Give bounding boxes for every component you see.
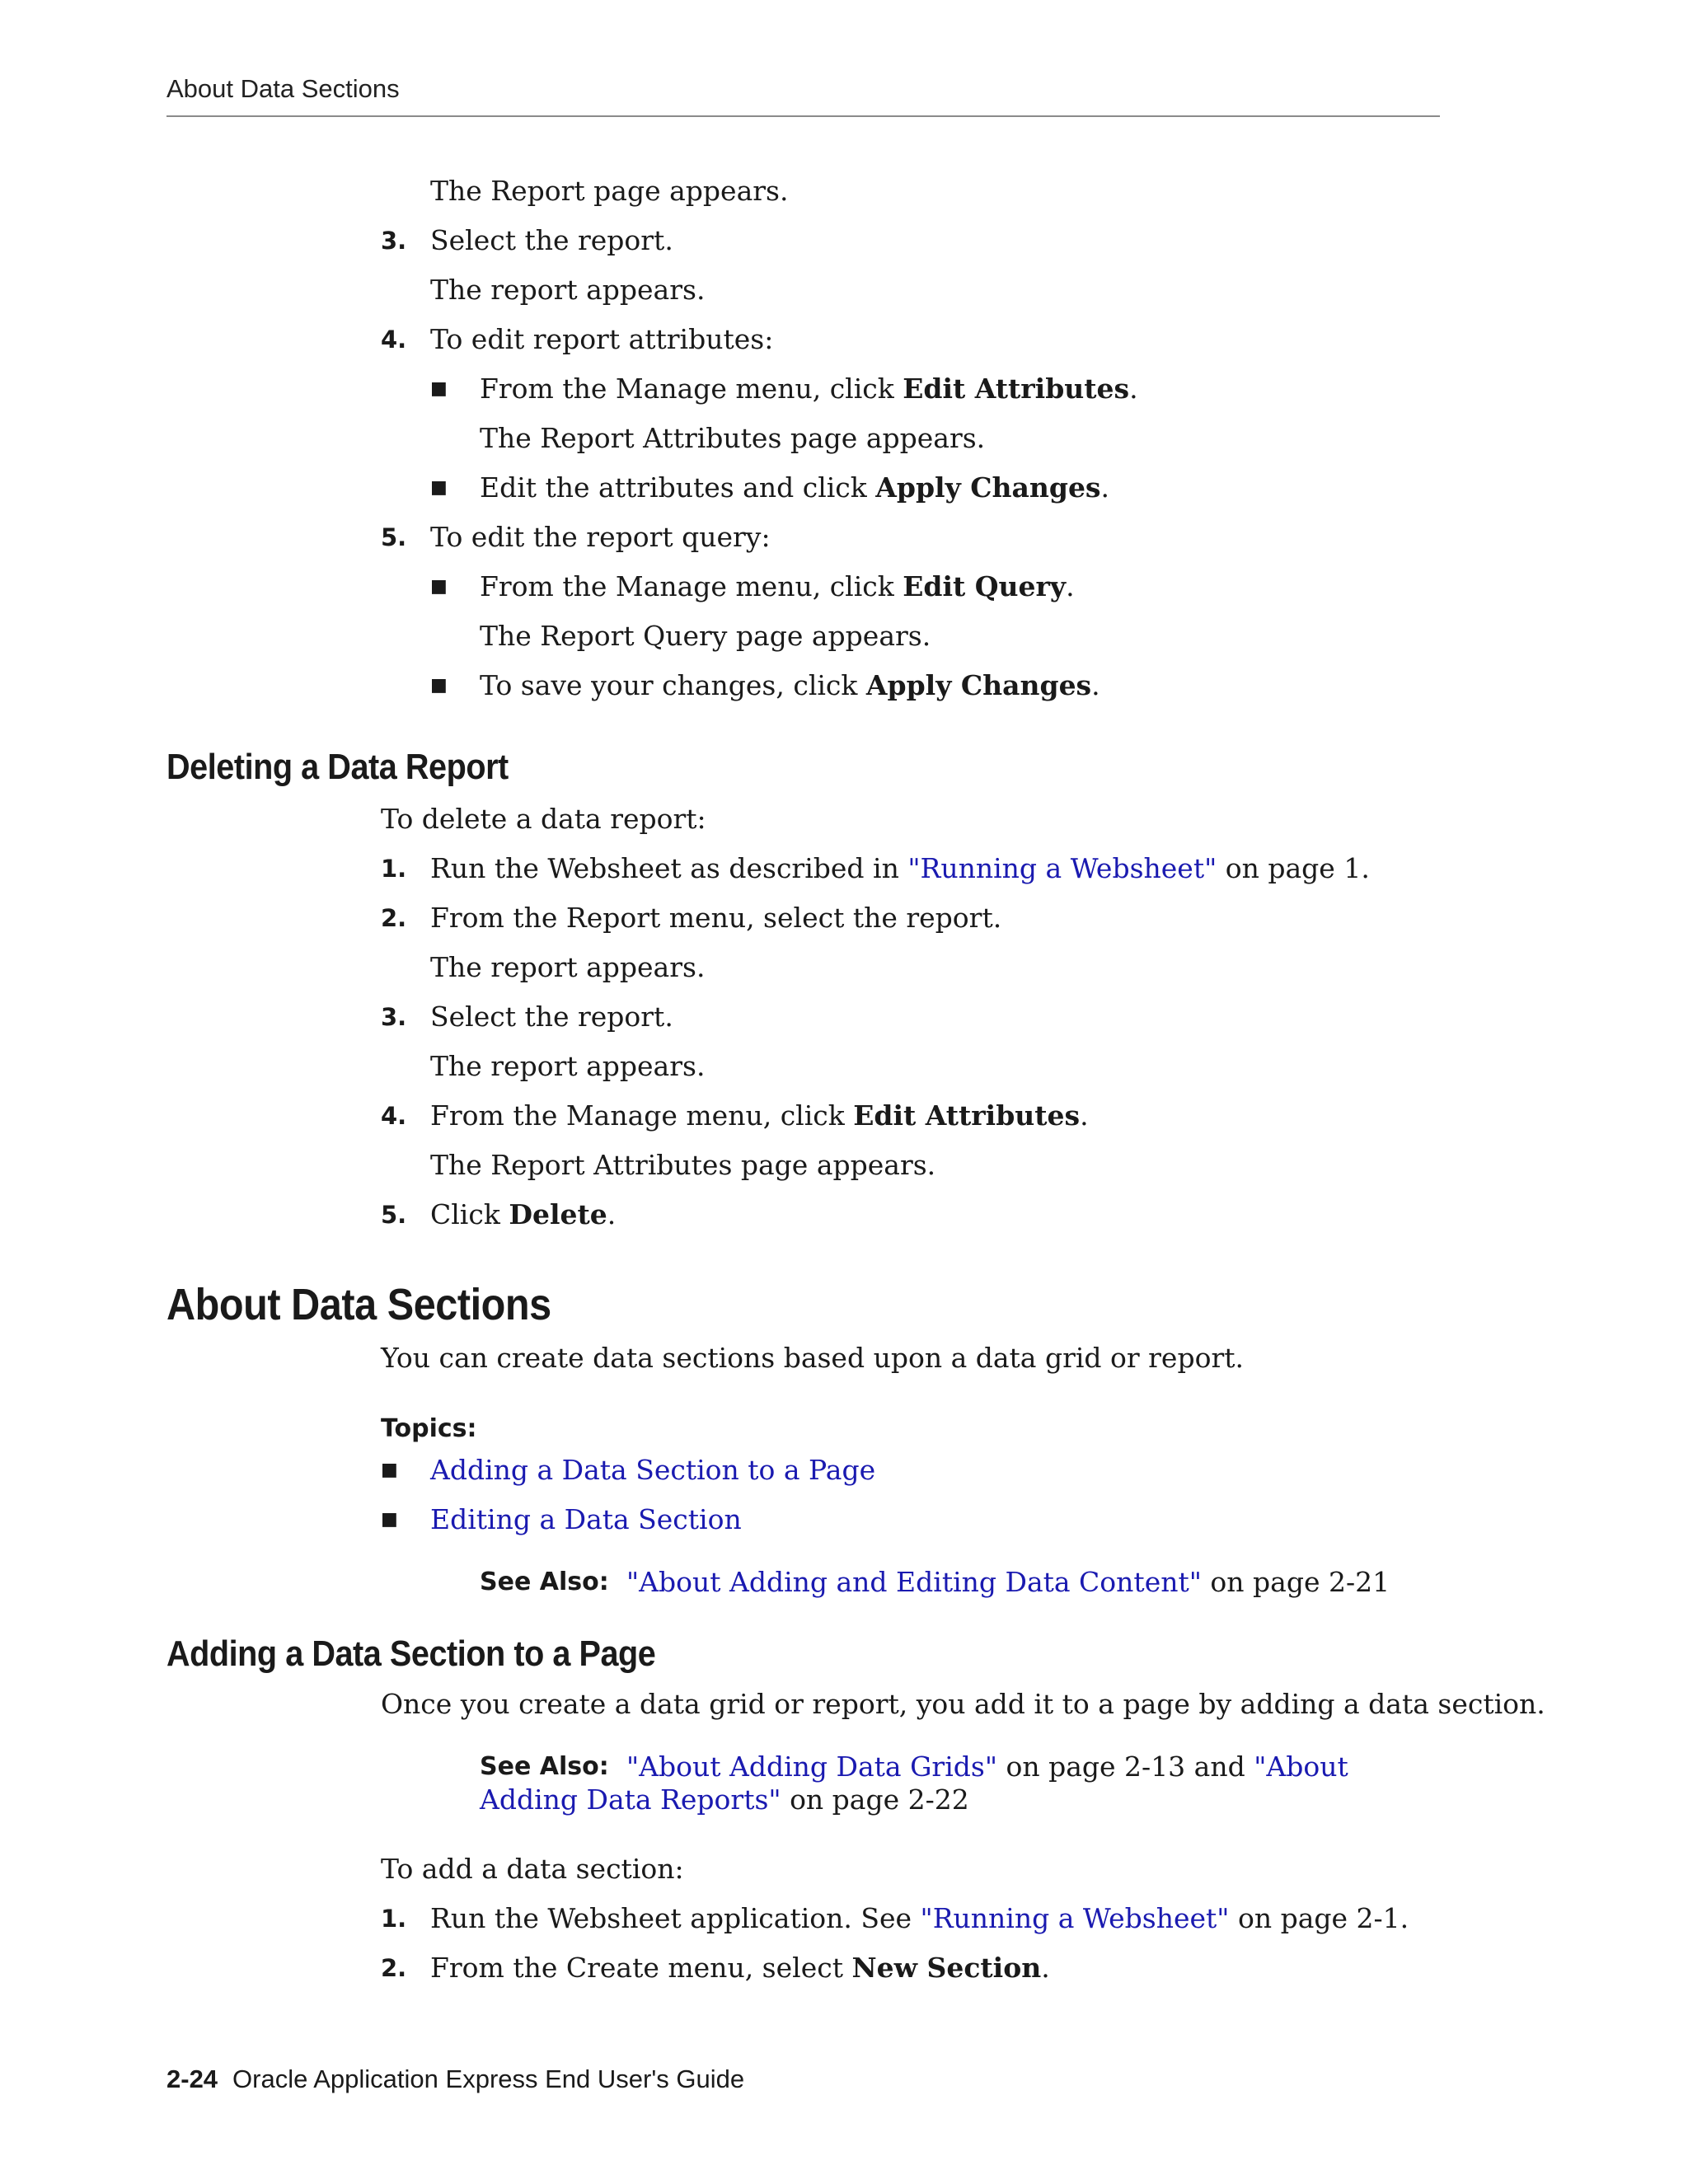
step-text: Click Delete.: [430, 1198, 617, 1230]
bullet-text: Edit the attributes and click Apply Changes.: [480, 471, 1110, 504]
page-section-title: About Data Sections: [166, 1280, 551, 1329]
step-text: Run the Websheet application. See "Running a Websheet" on page 2-1.: [430, 1902, 1409, 1934]
book-title: Oracle Application Express End User's Guide: [232, 2064, 745, 2093]
bullet-text: To save your changes, click Apply Changes.: [480, 669, 1100, 701]
running-header: About Data Sections: [166, 74, 400, 103]
step-number: 5.: [381, 523, 407, 551]
intro-text: You can create data sections based upon a data grid or report.: [381, 1342, 1244, 1374]
topic-link-adding[interactable]: Adding a Data Section to a Page: [430, 1454, 876, 1486]
step-text: Run the Websheet as described in "Running a Websheet" on page 1.: [430, 852, 1370, 884]
step-number: 4.: [381, 1102, 407, 1130]
bullet-text: From the Manage menu, click Edit Attributes.: [480, 373, 1138, 405]
bullet-icon: ■: [381, 1509, 398, 1530]
step-number: 1.: [381, 855, 407, 883]
intro-text: To add a data section:: [381, 1853, 684, 1885]
result-text: The Report Attributes page appears.: [430, 1149, 936, 1181]
bullet-icon: ■: [430, 576, 448, 597]
running-websheet-link[interactable]: "Running a Websheet": [920, 1902, 1230, 1934]
result-text: The Report Attributes page appears.: [480, 422, 986, 454]
section-heading: Deleting a Data Report: [166, 747, 509, 787]
step-number: 3.: [381, 227, 407, 255]
see-also-text-cont: Adding Data Reports" on page 2-22: [480, 1783, 969, 1816]
step-text: To edit report attributes:: [430, 323, 774, 355]
section-heading: Adding a Data Section to a Page: [166, 1633, 656, 1674]
see-also-link-reports[interactable]: "About: [1254, 1750, 1348, 1783]
step-number: 2.: [381, 1954, 407, 1982]
bullet-icon: ■: [430, 477, 448, 498]
step-number: 3.: [381, 1003, 407, 1031]
see-also-label: See Also:: [480, 1568, 609, 1596]
see-also-text: "About Adding and Editing Data Content" on page 2-21: [626, 1566, 1390, 1598]
step-text: From the Manage menu, click Edit Attributes.: [430, 1099, 1089, 1132]
see-also-link[interactable]: "About Adding and Editing Data Content": [626, 1566, 1202, 1598]
running-websheet-link[interactable]: "Running a Websheet": [907, 852, 1217, 884]
step-number: 4.: [381, 326, 407, 354]
step-text: From the Create menu, select New Section.: [430, 1952, 1050, 1984]
page-footer: [166, 2064, 744, 2094]
step-text: Select the report.: [430, 224, 673, 256]
result-text: The Report page appears.: [430, 175, 789, 207]
see-also-link-grids[interactable]: "About Adding Data Grids": [626, 1750, 997, 1783]
result-text: The report appears.: [430, 1050, 706, 1082]
bullet-icon: ■: [381, 1460, 398, 1480]
see-also-text: "About Adding Data Grids" on page 2-13 and "About: [626, 1750, 1348, 1783]
step-text: Select the report.: [430, 1001, 673, 1033]
step-text: To edit the report query:: [430, 521, 771, 553]
topic-link-editing[interactable]: Editing a Data Section: [430, 1503, 742, 1535]
bullet-icon: ■: [430, 378, 448, 399]
see-also-label: See Also:: [480, 1752, 609, 1781]
bullet-icon: ■: [430, 675, 448, 696]
result-text: The report appears.: [430, 274, 706, 306]
see-also-link-reports-cont[interactable]: Adding Data Reports": [480, 1783, 781, 1816]
result-text: The Report Query page appears.: [480, 620, 931, 652]
bullet-text: From the Manage menu, click Edit Query.: [480, 570, 1075, 602]
intro-text: To delete a data report:: [381, 803, 706, 835]
step-number: 5.: [381, 1201, 407, 1229]
header-rule: [166, 115, 1440, 117]
page-number: 2-24: [166, 2064, 218, 2093]
step-number: 1.: [381, 1905, 407, 1933]
step-text: From the Report menu, select the report.: [430, 902, 1002, 934]
result-text: The report appears.: [430, 951, 706, 983]
topics-label: Topics:: [381, 1414, 477, 1443]
intro-text: Once you create a data grid or report, you add it to a page by adding a data section.: [381, 1688, 1545, 1720]
step-number: 2.: [381, 904, 407, 932]
